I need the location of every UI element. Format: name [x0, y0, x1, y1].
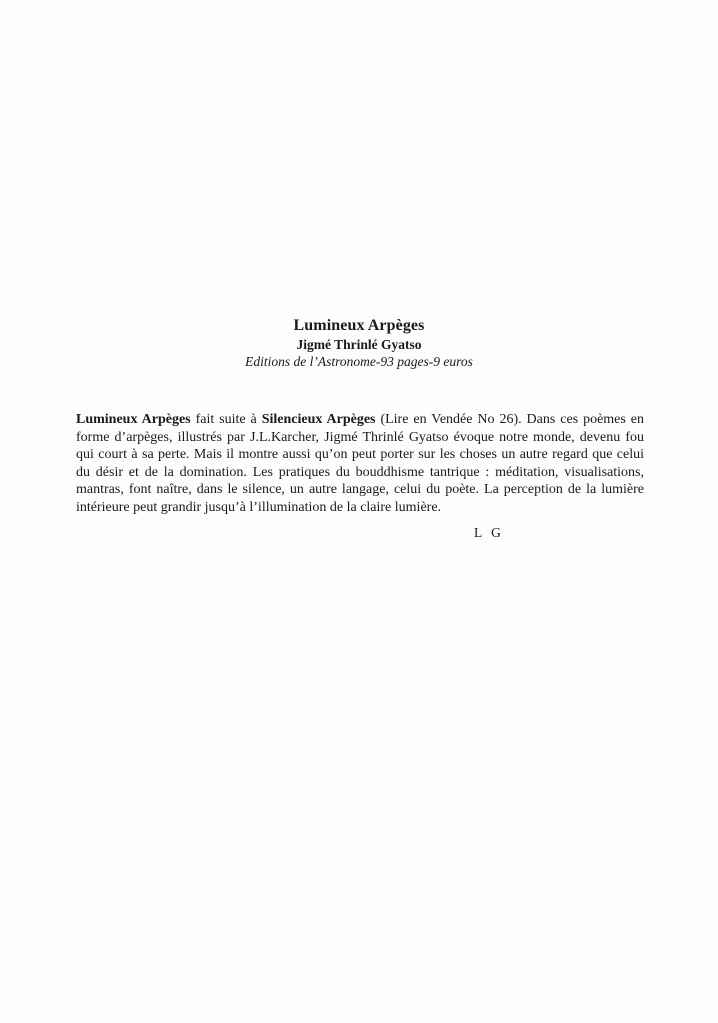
book-header: [0, 316, 718, 370]
review-text-segment-1: fait suite à: [190, 412, 262, 427]
book-title: Lumineux Arpèges: [293, 317, 425, 334]
book-publisher-line: Editions de l’Astronome-93 pages-9 euros: [245, 354, 473, 369]
book-author: Jigmé Thrinlé Gyatso: [296, 337, 422, 352]
review-paragraph: [76, 411, 644, 517]
review-previous-book-title: Silencieux Arpèges: [261, 412, 376, 427]
author-signature: L G: [474, 525, 504, 540]
review-book-title: Lumineux Arpèges: [76, 412, 191, 427]
review-text-segment-2: (Lire en Vendée No 26). Dans ces poèmes en forme d’arpèges, illustrés par J.L.Karcher, Jigmé Thrinlé Gyatso évoque notre monde, devenu fou qui court à sa perte. Mais il montre aussi qu’on peut porter sur les choses un autre regard que celui du désir et de la domination. Les pratiques du bouddhisme tantrique : méditation, visualisations, mantras, font naître, dans le silence, un autre langage, celui du poète. La perception de la lumière intérieure peut grandir jusqu’à l’illumination de la claire lumière.: [76, 412, 644, 515]
